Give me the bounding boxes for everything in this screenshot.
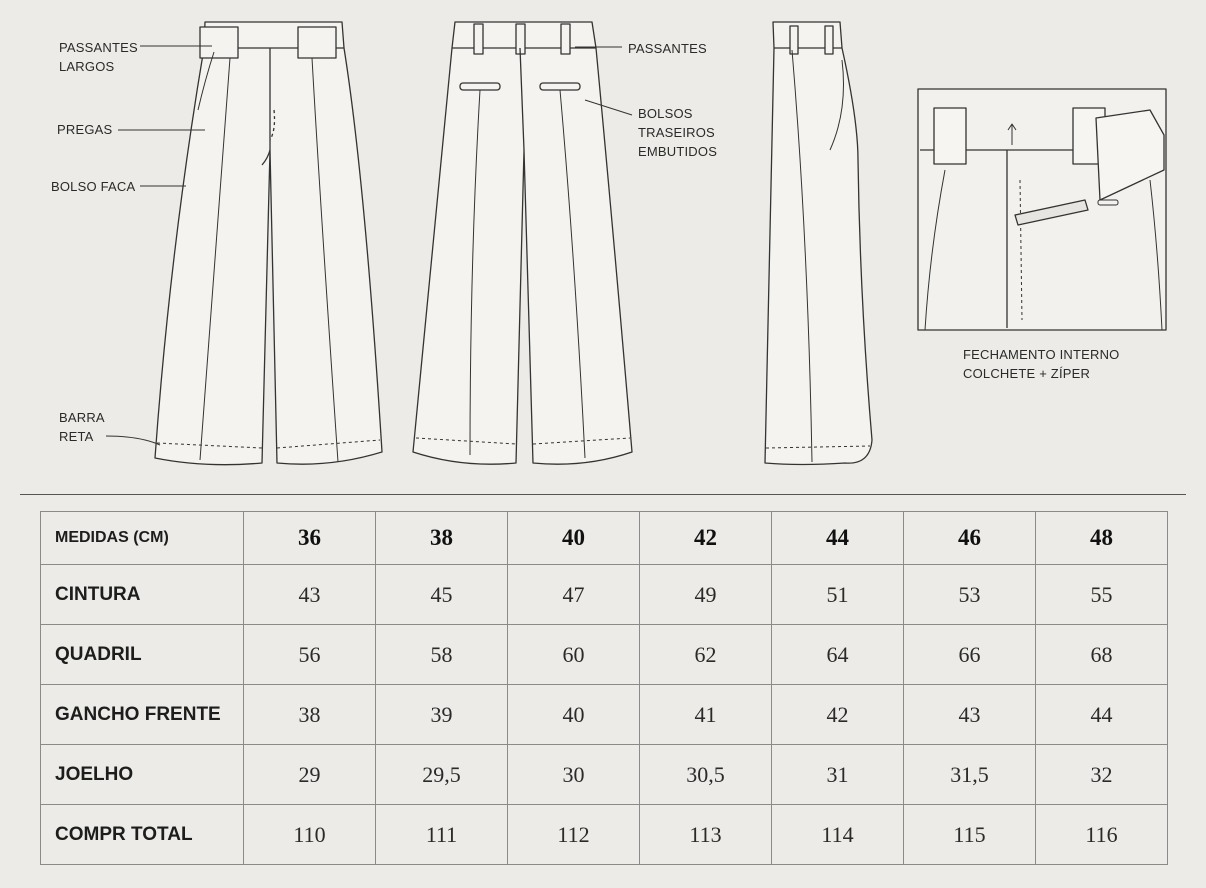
value-cell: 49	[640, 565, 772, 625]
value-cell: 58	[376, 625, 508, 685]
value-cell: 53	[904, 565, 1036, 625]
table-row	[41, 685, 1168, 745]
table-row	[41, 625, 1168, 685]
row-label-cell: COMPR TOTAL	[41, 805, 244, 865]
value-cell: 116	[1036, 805, 1168, 865]
value-cell: 55	[1036, 565, 1168, 625]
value-cell: 110	[244, 805, 376, 865]
value-cell: 44	[1036, 685, 1168, 745]
callout-pleats: PREGAS	[57, 122, 113, 137]
value-cell: 114	[772, 805, 904, 865]
size-chart-table	[40, 511, 1168, 865]
value-cell: 115	[904, 805, 1036, 865]
value-cell: 38	[244, 685, 376, 745]
callout-back-belt-loops: PASSANTES	[628, 41, 707, 56]
back-view-drawing	[413, 22, 632, 464]
value-cell: 45	[376, 565, 508, 625]
value-cell: 43	[904, 685, 1036, 745]
value-cell: 64	[772, 625, 904, 685]
row-label-cell: CINTURA	[41, 565, 244, 625]
size-header-cell: 36	[244, 512, 376, 565]
value-cell: 31,5	[904, 745, 1036, 805]
table-row	[41, 745, 1168, 805]
value-cell: 42	[772, 685, 904, 745]
value-cell: 113	[640, 805, 772, 865]
callout-front-belt-loops: PASSANTES LARGOS	[59, 40, 138, 74]
value-cell: 62	[640, 625, 772, 685]
value-cell: 47	[508, 565, 640, 625]
table-row	[41, 565, 1168, 625]
value-cell: 31	[772, 745, 904, 805]
size-header-cell: 48	[1036, 512, 1168, 565]
row-label-cell: QUADRIL	[41, 625, 244, 685]
value-cell: 41	[640, 685, 772, 745]
value-cell: 112	[508, 805, 640, 865]
value-cell: 40	[508, 685, 640, 745]
value-cell: 51	[772, 565, 904, 625]
value-cell: 60	[508, 625, 640, 685]
value-cell: 30,5	[640, 745, 772, 805]
row-label-cell: JOELHO	[41, 745, 244, 805]
value-cell: 30	[508, 745, 640, 805]
value-cell: 56	[244, 625, 376, 685]
value-cell: 29	[244, 745, 376, 805]
size-header-cell: 44	[772, 512, 904, 565]
value-cell: 32	[1036, 745, 1168, 805]
section-divider	[20, 494, 1186, 495]
closure-detail-drawing	[918, 89, 1166, 330]
value-cell: 68	[1036, 625, 1168, 685]
table-header-row	[41, 512, 1168, 565]
row-label-cell: GANCHO FRENTE	[41, 685, 244, 745]
value-cell: 66	[904, 625, 1036, 685]
callout-straight-hem: BARRA RETA	[59, 410, 105, 444]
front-view-drawing	[155, 22, 382, 465]
table-row	[41, 805, 1168, 865]
size-header-cell: 40	[508, 512, 640, 565]
value-cell: 111	[376, 805, 508, 865]
callout-internal-closure: FECHAMENTO INTERNO COLCHETE + ZÍPER	[963, 347, 1120, 381]
callout-back-pockets: BOLSOS TRASEIROS EMBUTIDOS	[638, 106, 718, 159]
side-view-drawing	[765, 22, 872, 465]
size-header-cell: 46	[904, 512, 1036, 565]
size-header-cell: 38	[376, 512, 508, 565]
value-cell: 39	[376, 685, 508, 745]
value-cell: 29,5	[376, 745, 508, 805]
callout-knife-pocket: BOLSO FACA	[51, 179, 136, 194]
header-label-cell: MEDIDAS (CM)	[41, 512, 244, 565]
value-cell: 43	[244, 565, 376, 625]
size-header-cell: 42	[640, 512, 772, 565]
